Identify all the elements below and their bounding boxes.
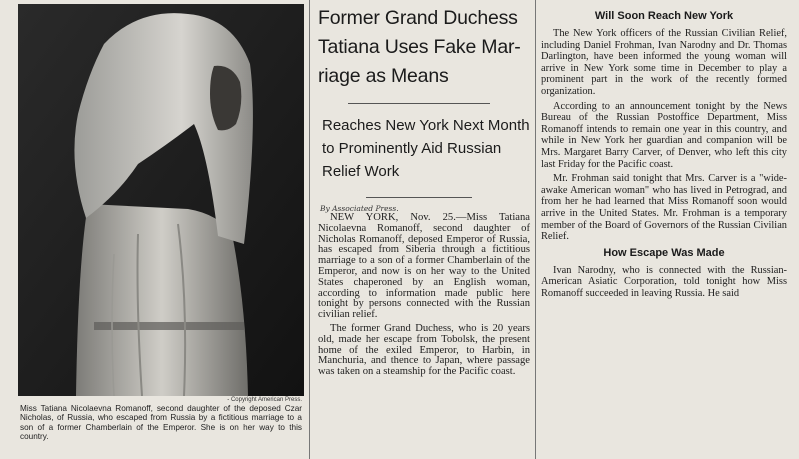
paragraph: The New York officers of the Russian Civilian Relief, including Daniel Frohman, Ivan Narodny and Dr. Thomas Darlington, have been informed the young woman will arrive in New York some time in December to play a prominent part in the work of the recently formed organization. xyxy=(541,28,787,97)
continuation-column xyxy=(541,6,787,457)
photo-column xyxy=(18,4,304,455)
headline-line: Tatiana Uses Fake Mar- xyxy=(318,36,521,58)
subheadline-line: Relief Work xyxy=(322,163,400,180)
headline-line: riage as Means xyxy=(318,65,449,87)
paragraph: According to an announcement tonight by the News Bureau of the Russian Postoffice Department, Miss Romanoff intends to remain one year in this country, and while in New York her guardian and companion will be Mrs. Margaret Barry Carver, of Denver, who left this city last Friday for the Pacific coast. xyxy=(541,100,787,170)
paragraph: The former Grand Duchess, who is 20 years old, made her escape from Tobolsk, the present home of the exiled Emperor, to Harbin, in Manchuria, and thence to Japan, where passage was taken on a steamship for the Pacific coast. xyxy=(318,322,530,378)
subheadline xyxy=(322,114,530,183)
section-heading: How Escape Was Made xyxy=(603,246,725,259)
photo-credit: - Copyright American Press. xyxy=(227,397,302,403)
headline-line: Former Grand Duchess xyxy=(318,7,518,29)
paragraph: Ivan Narodny, who is connected with the Russian-American Asiatic Corporation, told tonight how Miss Romanoff succeeded in leaving Russia. He said xyxy=(541,264,787,299)
subheadline-line: to Prominently Aid Russian xyxy=(322,140,502,157)
divider-rule xyxy=(348,103,490,104)
headline xyxy=(318,4,530,91)
divider-rule xyxy=(366,197,472,198)
section-heading: Will Soon Reach New York xyxy=(594,10,734,22)
portrait-photo xyxy=(18,4,304,396)
photo-caption: Miss Tatiana Nicolaevna Romanoff, second daughter of the deposed Czar Nicholas, of Russia, who escaped from Russia by a fictitious marriage to a son of a former Chamberlain of the Emperor. She is on her way to this country. xyxy=(20,404,302,441)
section-body xyxy=(541,28,787,243)
article-column xyxy=(318,4,530,455)
section-body xyxy=(541,265,787,300)
byline: By Associated Press. xyxy=(320,204,399,213)
column-divider xyxy=(309,0,310,459)
paragraph: Mr. Frohman said tonight that Mrs. Carver is a "wide-awake American woman" who has lived in Petrograd, and from her he had learned that Miss Romanoff soon would arrive in the United States. Mr. Frohman is a temporary member of the Board of Governors of the Russian Civilian Relief. xyxy=(541,173,787,243)
paragraph: NEW YORK, Nov. 25.—Miss Tatiana Nicolaevna Romanoff, second daughter of Nicholas Romanoff, deposed Emperor of Russia, has escaped from Siberia through a fictitious marriage to a son of a former Chamberlain of the Emperor, and now is on her way to the United States chaperoned by an English woman, according to information made public here tonight by persons connected with the Russian civilian relief. xyxy=(318,212,530,321)
subheadline-line: Reaches New York Next Month xyxy=(322,117,530,134)
article-body xyxy=(318,213,530,378)
portrait-illustration xyxy=(18,4,304,396)
column-divider xyxy=(535,0,536,459)
